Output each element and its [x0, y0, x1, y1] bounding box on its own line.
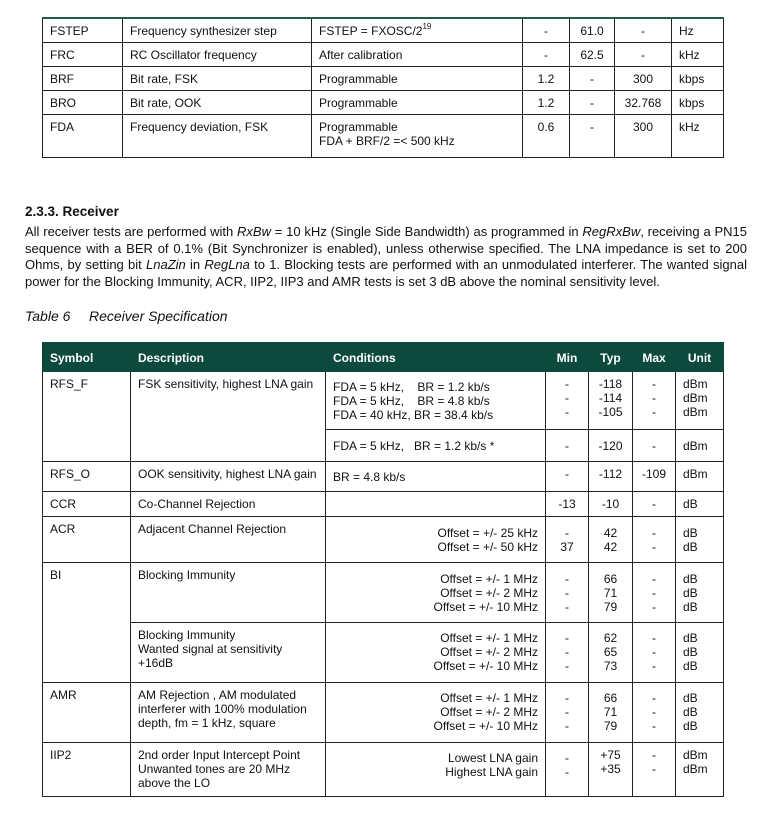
value: -	[565, 751, 569, 765]
value: dB	[683, 705, 698, 719]
typ-cell: -	[570, 66, 615, 90]
conditions-cell	[312, 114, 523, 157]
conditions-cell: Programmable	[312, 66, 523, 90]
min-cell: 1.2	[523, 66, 570, 90]
conditions-line: Offset = +/- 2 MHz	[440, 705, 538, 719]
unit-cell	[676, 563, 724, 623]
table-row	[43, 563, 724, 623]
description-cell: Adjacent Channel Rejection	[131, 517, 326, 563]
unit-cell	[676, 517, 724, 563]
value: -	[565, 377, 569, 391]
symbol-cell: BI	[43, 563, 131, 683]
conditions-cell: BR = 4.8 kb/s	[326, 462, 546, 492]
table-row	[43, 623, 724, 683]
min-cell: -	[523, 42, 570, 66]
conditions-line: Offset = +/- 1 MHz	[440, 631, 538, 645]
value: 73	[603, 659, 618, 673]
unit-cell: kbps	[672, 90, 724, 114]
table-row	[43, 18, 724, 42]
value: -	[652, 572, 656, 586]
value: -	[652, 405, 656, 419]
typ-cell: -10	[589, 492, 633, 517]
symbol-cell: BRO	[43, 90, 123, 114]
table-row	[43, 683, 724, 743]
max-cell	[633, 743, 676, 797]
param-name: RxBw	[237, 224, 271, 239]
typ-cell: -112	[589, 462, 633, 492]
unit-cell	[676, 372, 724, 430]
symbol-cell: BRF	[43, 66, 123, 90]
value: -	[565, 691, 569, 705]
symbol-cell: IIP2	[43, 743, 131, 797]
description-line: Unwanted tones are 20 MHz	[138, 762, 291, 776]
conditions-line: Highest LNA gain	[445, 765, 538, 779]
min-cell	[546, 563, 589, 623]
conditions-line: Offset = +/- 1 MHz	[440, 572, 538, 586]
conditions-line: Programmable	[319, 119, 398, 134]
max-cell: 32.768	[615, 90, 672, 114]
bit-name: LnaZin	[146, 257, 186, 273]
header-typ: Typ	[589, 343, 633, 372]
description-line: above the LO	[138, 776, 211, 790]
value: 66	[603, 572, 618, 586]
min-cell: -	[546, 462, 589, 492]
typ-cell	[589, 743, 633, 797]
header-description: Description	[131, 343, 326, 372]
symbol-cell: FSTEP	[43, 18, 123, 42]
description-cell	[131, 683, 326, 743]
max-cell	[633, 372, 676, 430]
conditions-cell	[326, 743, 546, 797]
typ-cell: -120	[589, 430, 633, 462]
value: 79	[603, 719, 618, 733]
value: dB	[683, 691, 698, 705]
unit-cell: dB	[676, 492, 724, 517]
typ-cell: 61.0	[570, 18, 615, 42]
header-conditions: Conditions	[326, 343, 546, 372]
value: dBm	[683, 762, 708, 776]
value: dB	[683, 600, 698, 614]
register-name: RegRxBw	[582, 224, 641, 239]
conditions-text: FSTEP = FXOSC/2	[319, 24, 423, 38]
typ-cell	[589, 372, 633, 430]
conditions-cell	[326, 492, 546, 517]
min-cell: -13	[546, 492, 589, 517]
value: dB	[683, 540, 698, 554]
max-cell	[633, 563, 676, 623]
description-line: Blocking Immunity	[138, 628, 236, 642]
max-cell: -	[633, 492, 676, 517]
value: 66	[603, 691, 618, 705]
description-cell: Bit rate, FSK	[123, 66, 312, 90]
caption-number: Table 6	[25, 308, 71, 324]
conditions-cell	[326, 683, 546, 743]
unit-cell: dBm	[676, 462, 724, 492]
para-text: , receiving a PN15 sequence with a BER of 0.1% (Bit Synchronizer is enabled), unless otherwise specified. The LNA impedance is set to 200 Ohms, by setting bit	[25, 224, 747, 273]
para-text: All receiver tests are performed with	[25, 224, 238, 239]
max-cell: -	[633, 430, 676, 462]
conditions-cell: FDA = 5 kHz, BR = 1.2 kb/s *	[326, 430, 546, 462]
value: 65	[603, 645, 618, 659]
value: -	[652, 705, 656, 719]
conditions-line: FDA = 5 kHz, BR = 1.2 kb/s	[333, 380, 490, 394]
description-line: AM Rejection , AM modulated	[138, 688, 297, 702]
conditions-line: Offset = +/- 2 MHz	[440, 645, 538, 659]
table-row	[43, 42, 724, 66]
max-cell	[633, 517, 676, 563]
max-cell: -109	[633, 462, 676, 492]
register-name: RegLna	[204, 257, 250, 273]
max-cell: -	[615, 18, 672, 42]
value: 79	[603, 600, 618, 614]
value: dB	[683, 526, 698, 540]
value: -	[565, 405, 569, 419]
value: -	[565, 586, 569, 600]
header-row	[43, 343, 724, 372]
conditions-line: Offset = +/- 50 kHz	[437, 540, 538, 554]
table-caption	[25, 308, 228, 324]
value: -	[652, 762, 656, 776]
min-cell: 1.2	[523, 90, 570, 114]
max-cell: -	[615, 42, 672, 66]
value: -	[652, 748, 656, 762]
typ-cell: -	[570, 90, 615, 114]
min-cell	[546, 743, 589, 797]
value: dB	[683, 719, 698, 733]
conditions-line: Offset = +/- 2 MHz	[440, 586, 538, 600]
description-cell	[131, 743, 326, 797]
value: -	[565, 572, 569, 586]
table-row	[43, 462, 724, 492]
description-line: Wanted signal at sensitivity	[138, 642, 283, 656]
symbol-cell: CCR	[43, 492, 131, 517]
description-line: +16dB	[138, 656, 174, 670]
min-cell: -	[523, 18, 570, 42]
table-row	[43, 517, 724, 563]
symbol-cell: RFS_F	[43, 372, 131, 462]
value: -	[652, 540, 656, 554]
value: 37	[560, 540, 574, 554]
description-cell: Co-Channel Rejection	[131, 492, 326, 517]
value: -	[565, 719, 569, 733]
typ-cell	[589, 683, 633, 743]
conditions-cell	[326, 623, 546, 683]
conditions-line: Offset = +/- 10 MHz	[433, 719, 538, 733]
value: +75	[600, 748, 621, 762]
min-cell	[546, 517, 589, 563]
description-line: depth, fm = 1 kHz, square	[138, 716, 276, 730]
value: dB	[683, 659, 698, 673]
conditions-line: FDA = 5 kHz, BR = 4.8 kb/s	[333, 394, 490, 408]
min-cell	[546, 372, 589, 430]
symbol-cell: FRC	[43, 42, 123, 66]
value: 42	[603, 526, 618, 540]
value: 62	[603, 631, 618, 645]
conditions-cell	[326, 517, 546, 563]
symbol-cell: RFS_O	[43, 462, 131, 492]
value: -	[652, 719, 656, 733]
description-cell	[131, 623, 326, 683]
typ-cell: 62.5	[570, 42, 615, 66]
description-line: 2nd order Input Intercept Point	[138, 748, 301, 762]
value: -	[652, 600, 656, 614]
description-cell: Bit rate, OOK	[123, 90, 312, 114]
header-unit: Unit	[676, 343, 724, 372]
value: -105	[598, 405, 623, 419]
conditions-cell	[326, 372, 546, 430]
typ-cell: -	[570, 114, 615, 157]
typ-cell	[589, 563, 633, 623]
symbol-cell: ACR	[43, 517, 131, 563]
description-cell: OOK sensitivity, highest LNA gain	[131, 462, 326, 492]
conditions-cell	[312, 18, 523, 42]
unit-cell: dBm	[676, 430, 724, 462]
value: 42	[603, 540, 618, 554]
section-paragraph	[25, 224, 747, 291]
value: -	[565, 705, 569, 719]
description-cell: Blocking Immunity	[131, 563, 326, 623]
value: -	[565, 526, 569, 540]
conditions-line: Offset = +/- 10 MHz	[433, 659, 538, 673]
value: +35	[600, 762, 621, 776]
max-cell: 300	[615, 114, 672, 157]
para-text: = 10 kHz (Single Side Bandwidth) as programmed in	[271, 224, 583, 239]
value: dB	[683, 645, 698, 659]
value: dBm	[683, 405, 708, 419]
value: dB	[683, 572, 698, 586]
min-cell	[546, 623, 589, 683]
max-cell	[633, 623, 676, 683]
description-cell: Frequency deviation, FSK	[123, 114, 312, 157]
table-row	[43, 90, 724, 114]
conditions-line: Offset = +/- 25 kHz	[437, 526, 538, 540]
value: -	[652, 526, 656, 540]
symbol-cell: AMR	[43, 683, 131, 743]
max-cell	[633, 683, 676, 743]
conditions-line: Lowest LNA gain	[447, 751, 538, 765]
unit-cell: kbps	[672, 66, 724, 90]
min-cell: 0.6	[523, 114, 570, 157]
receiver-spec-table	[42, 342, 724, 797]
value: -118	[598, 377, 623, 391]
table-row	[43, 492, 724, 517]
header-min: Min	[546, 343, 589, 372]
value: -114	[598, 391, 623, 405]
unit-cell: kHz	[672, 114, 724, 157]
para-text: to 1. Blocking tests are performed with an unmodulated interferer. The wanted signal power for the Blocking Immunity, ACR, IIP2, IIP3 and AMR tests is set 3 dB above the nominal sensitivity level.	[25, 257, 747, 290]
frequency-spec-table	[42, 17, 724, 158]
description-cell: Frequency synthesizer step	[123, 18, 312, 42]
value: -	[565, 765, 569, 779]
value: -	[652, 377, 656, 391]
symbol-cell: FDA	[43, 114, 123, 157]
value: -	[565, 631, 569, 645]
header-max: Max	[633, 343, 676, 372]
table-row	[43, 372, 724, 430]
value: 71	[603, 705, 618, 719]
value: -	[652, 586, 656, 600]
value: dBm	[683, 748, 708, 762]
unit-cell	[676, 743, 724, 797]
description-line: interferer with 100% modulation	[138, 702, 307, 716]
value: -	[565, 659, 569, 673]
unit-cell: kHz	[672, 42, 724, 66]
table-row	[43, 743, 724, 797]
unit-cell: Hz	[672, 18, 724, 42]
value: -	[652, 391, 656, 405]
conditions-line: Offset = +/- 10 MHz	[433, 600, 538, 614]
description-cell: FSK sensitivity, highest LNA gain	[131, 372, 326, 462]
min-cell: -	[546, 430, 589, 462]
description-cell: RC Oscillator frequency	[123, 42, 312, 66]
value: dB	[683, 586, 698, 600]
value: -	[652, 691, 656, 705]
exponent: 19	[422, 22, 432, 31]
value: dBm	[683, 391, 708, 405]
unit-cell	[676, 683, 724, 743]
conditions-cell	[326, 563, 546, 623]
min-cell	[546, 683, 589, 743]
typ-cell	[589, 517, 633, 563]
caption-title: Receiver Specification	[89, 308, 228, 324]
table-row	[43, 66, 724, 90]
value: 71	[603, 586, 618, 600]
value: -	[565, 600, 569, 614]
value: -	[565, 645, 569, 659]
para-text: in	[185, 257, 205, 273]
conditions-line: Offset = +/- 1 MHz	[440, 691, 538, 705]
conditions-line: FDA + BRF/2 =< 500 kHz	[319, 133, 455, 148]
header-symbol: Symbol	[43, 343, 131, 372]
value: dB	[683, 631, 698, 645]
value: -	[652, 645, 656, 659]
value: -	[652, 631, 656, 645]
table-row	[43, 114, 724, 157]
conditions-line: FDA = 40 kHz, BR = 38.4 kb/s	[333, 408, 494, 422]
value: -	[565, 391, 569, 405]
max-cell: 300	[615, 66, 672, 90]
section-heading: 2.3.3. Receiver	[25, 204, 119, 219]
value: -	[652, 659, 656, 673]
conditions-cell: After calibration	[312, 42, 523, 66]
value: dBm	[683, 377, 708, 391]
unit-cell	[676, 623, 724, 683]
conditions-cell: Programmable	[312, 90, 523, 114]
typ-cell	[589, 623, 633, 683]
